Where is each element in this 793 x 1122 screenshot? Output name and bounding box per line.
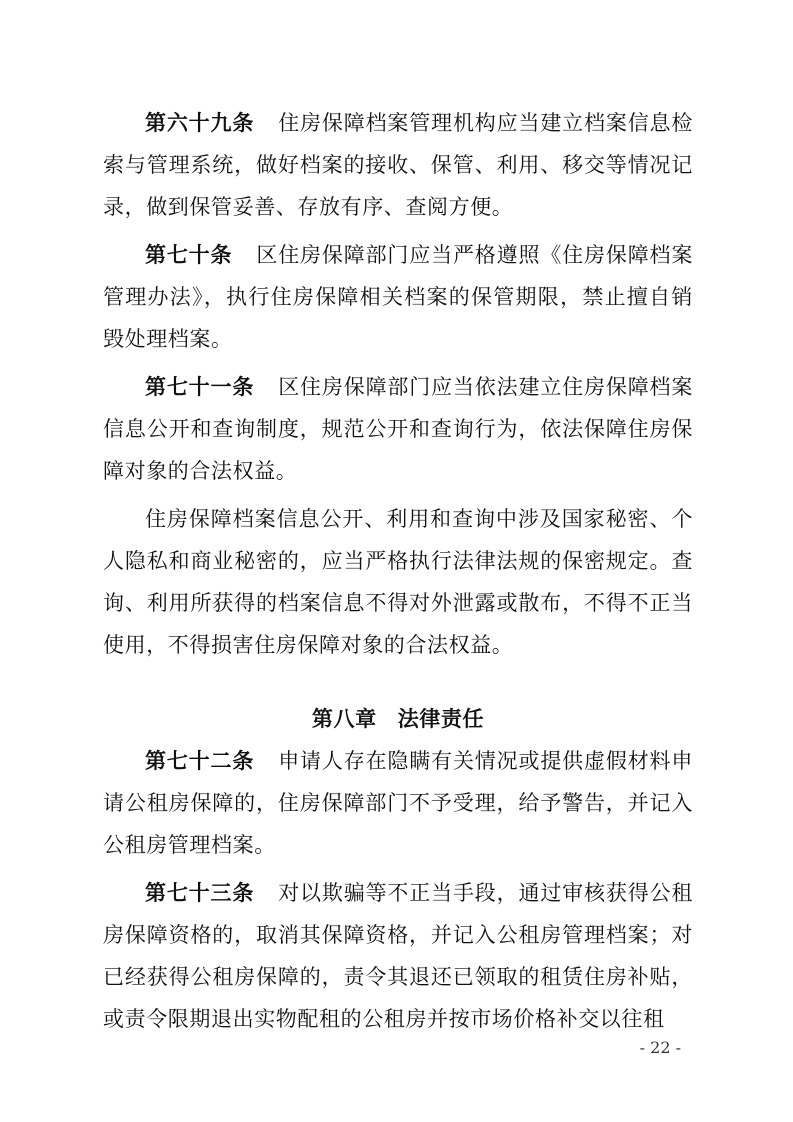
article-71 bbox=[103, 366, 693, 492]
article-72 bbox=[103, 740, 693, 866]
page-number: - 22 - bbox=[639, 1038, 681, 1057]
plain-paragraph: 住房保障档案信息公开、利用和查询中涉及国家秘密、个人隐私和商业秘密的，应当严格执行法律法规的保密规定。查询、利用所获得的档案信息不得对外泄露或散布，不得不正当使用，不得损害住房保障对象的合法权益。 bbox=[103, 507, 693, 657]
article-number: 第七十二条 bbox=[145, 748, 255, 773]
article-number: 第七十条 bbox=[145, 242, 233, 267]
chapter-number: 第八章 bbox=[311, 706, 377, 731]
article-text: 区住房保障部门应当严格遵照《住房保障档案管理办法》，执行住房保障相关档案的保管期限，禁止擅自销毁处理档案。 bbox=[103, 243, 693, 351]
article-text: 对以欺骗等不正当手段，通过审核获得公租房保障资格的，取消其保障资格，并记入公租房管理档案；对已经获得公租房保障的，责令其退还已领取的租赁住房补贴，或责令限期退出实物配租的公租房并按市场价格补交以往租 bbox=[103, 881, 693, 1031]
article-70 bbox=[103, 234, 693, 360]
chapter-title: 法律责任 bbox=[397, 706, 485, 731]
article-number: 第七十三条 bbox=[145, 880, 255, 905]
document-page bbox=[103, 102, 693, 1040]
article-73 bbox=[103, 872, 693, 1040]
chapter-heading bbox=[103, 698, 693, 740]
article-text: 申请人存在隐瞒有关情况或提供虚假材料申请公租房保障的，住房保障部门不予受理，给予警告，并记入公租房管理档案。 bbox=[103, 749, 693, 857]
article-text: 住房保障档案管理机构应当建立档案信息检索与管理系统，做好档案的接收、保管、利用、移交等情况记录，做到保管妥善、存放有序、查阅方便。 bbox=[103, 111, 693, 219]
article-69 bbox=[103, 102, 693, 228]
article-text: 区住房保障部门应当依法建立住房保障档案信息公开和查询制度，规范公开和查询行为，依法保障住房保障对象的合法权益。 bbox=[103, 375, 693, 483]
article-number: 第七十一条 bbox=[145, 374, 255, 399]
article-number: 第六十九条 bbox=[145, 110, 255, 135]
